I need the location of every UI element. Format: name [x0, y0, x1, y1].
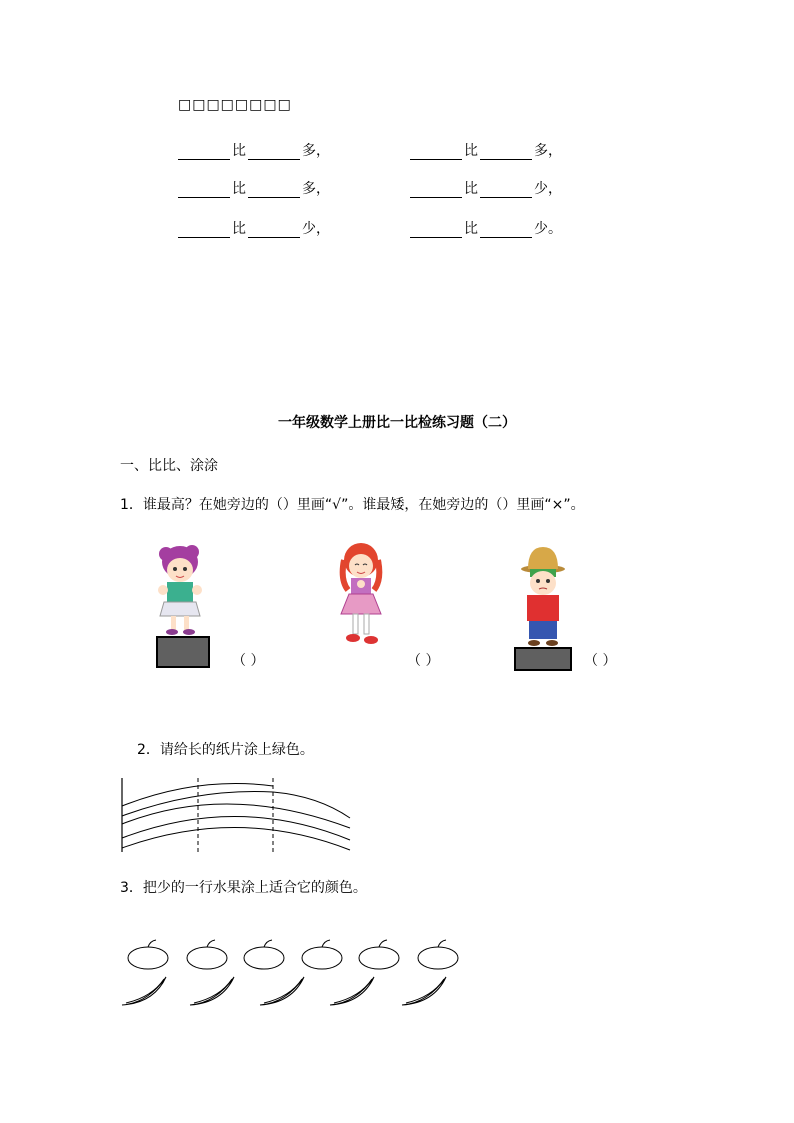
- question-1: 1．谁最高？在她旁边的（）里画“√”。谁最矮，在她旁边的（）里画“×”。: [120, 497, 585, 513]
- banana-icon: [122, 977, 166, 1005]
- answer-paren-2[interactable]: （ ）: [407, 653, 440, 669]
- fill-row-1-left: 比 多，: [176, 140, 330, 160]
- banana-icon: [330, 977, 374, 1005]
- section-heading: 一、比比、涂涂: [120, 458, 218, 474]
- apple-icon: [244, 940, 284, 969]
- girl-red-hair-icon: [333, 538, 393, 670]
- paper-strips-diagram: [118, 776, 358, 856]
- blank[interactable]: [178, 183, 230, 198]
- apple-icon: [187, 940, 227, 969]
- blank[interactable]: [410, 223, 462, 238]
- apple-icon: [359, 940, 399, 969]
- blank[interactable]: [178, 145, 230, 160]
- banana-icon: [190, 977, 234, 1005]
- top-box-row: □□□□□□□□: [178, 97, 292, 113]
- girl-purple-hair-icon: [150, 540, 220, 670]
- boy-with-hat-icon: [510, 545, 580, 671]
- blank[interactable]: [480, 223, 532, 238]
- blank[interactable]: [248, 183, 300, 198]
- apple-icon: [128, 940, 168, 969]
- blank[interactable]: [410, 145, 462, 160]
- blank[interactable]: [248, 145, 300, 160]
- blank[interactable]: [480, 145, 532, 160]
- fill-row-1-right: 比 多，: [408, 140, 562, 160]
- blank[interactable]: [410, 183, 462, 198]
- fill-row-3-right: 比 少。: [408, 218, 562, 238]
- blank[interactable]: [178, 223, 230, 238]
- fill-row-2-right: 比 少，: [408, 178, 562, 198]
- banana-row: [118, 973, 458, 1009]
- apple-row: [122, 940, 462, 972]
- answer-paren-1[interactable]: （ ）: [232, 653, 265, 669]
- worksheet-title: 一年级数学上册比一比检练习题（二）: [278, 415, 516, 431]
- fill-row-3-left: 比 少，: [176, 218, 330, 238]
- question-3: 3．把少的一行水果涂上适合它的颜色。: [120, 880, 367, 896]
- answer-paren-3[interactable]: （ ）: [584, 653, 617, 669]
- blank[interactable]: [248, 223, 300, 238]
- blank[interactable]: [480, 183, 532, 198]
- question-2: 2．请给长的纸片涂上绿色。: [137, 742, 314, 758]
- banana-icon: [402, 977, 446, 1005]
- apple-icon: [418, 940, 458, 969]
- banana-icon: [260, 977, 304, 1005]
- fill-row-2-left: 比 多，: [176, 178, 330, 198]
- apple-icon: [302, 940, 342, 969]
